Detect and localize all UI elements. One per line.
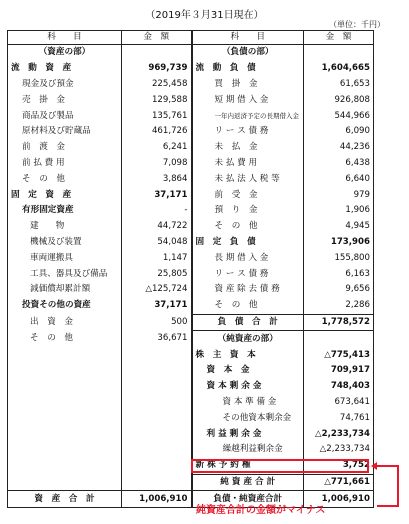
tangible-fixed-assets-value: - bbox=[122, 203, 192, 219]
accounts-payable-other-value: 44,236 bbox=[304, 140, 374, 156]
table-row bbox=[8, 282, 374, 298]
table-row bbox=[8, 426, 374, 442]
other-current-assets-label: そ の 他 bbox=[8, 171, 122, 187]
deposits-received-label: 預 り 金 bbox=[192, 203, 304, 219]
table-row bbox=[8, 298, 374, 314]
vehicles-label: 車両運搬具 bbox=[8, 250, 122, 266]
unit-label: （単位：千円） bbox=[329, 20, 385, 29]
liabilities-section-label: （負債の部） bbox=[192, 45, 304, 61]
lease-obligations-fixed-value: 6,163 bbox=[304, 266, 374, 282]
income-taxes-payable-label: 未 払 法 人 税 等 bbox=[192, 171, 304, 187]
blank-cell bbox=[122, 426, 192, 442]
blank-cell bbox=[122, 395, 192, 411]
accounts-payable-value: 61,653 bbox=[304, 77, 374, 93]
receivables-value: 129,588 bbox=[122, 92, 192, 108]
capital-stock-label: 資 本 金 bbox=[192, 363, 304, 379]
merchandise-value: 135,761 bbox=[122, 108, 192, 124]
machinery-label: 機械及び装置 bbox=[8, 235, 122, 251]
shareholders-equity-label: 株 主 資 本 bbox=[192, 347, 304, 363]
stock-acquisition-rights-value: 3,752 bbox=[304, 458, 374, 474]
blank-cell bbox=[8, 395, 122, 411]
total-net-assets-label: 純 資 産 合 計 bbox=[192, 474, 304, 491]
merchandise-label: 商品及び製品 bbox=[8, 108, 122, 124]
annotation-caption: 純資産合計の金額がマイナス bbox=[196, 505, 326, 516]
capital-reserve-value: 673,641 bbox=[304, 395, 374, 411]
cash-label: 現金及び預金 bbox=[8, 77, 122, 93]
table-row bbox=[8, 235, 374, 251]
other-capital-surplus-label: その他資本剰余金 bbox=[192, 410, 304, 426]
prepaid-expenses-label: 前 払 費 用 bbox=[8, 156, 122, 172]
blank-cell bbox=[122, 458, 192, 474]
cash-value: 225,458 bbox=[122, 77, 192, 93]
capital-contributions-label: 出 資 金 bbox=[8, 314, 122, 331]
blank-cell bbox=[8, 426, 122, 442]
cell-value bbox=[304, 45, 374, 61]
table-row bbox=[8, 187, 374, 203]
income-taxes-payable-value: 6,640 bbox=[304, 171, 374, 187]
investments-other-label: 投資その他の資産 bbox=[8, 298, 122, 314]
table-row bbox=[8, 410, 374, 426]
lease-obligations-value: 6,090 bbox=[304, 124, 374, 140]
blank-cell bbox=[8, 410, 122, 426]
blank-cell bbox=[122, 363, 192, 379]
net-assets-highlight-box bbox=[191, 459, 369, 473]
vehicles-value: 1,147 bbox=[122, 250, 192, 266]
accrued-expenses-value: 6,438 bbox=[304, 156, 374, 172]
total-net-assets-value: △771,661 bbox=[304, 474, 374, 491]
balance-sheet-table bbox=[7, 30, 374, 508]
total-liabilities-net-assets-label: 負債・純資産合計 bbox=[192, 491, 304, 508]
machinery-value: 54,048 bbox=[122, 235, 192, 251]
shareholders-equity-value: △775,413 bbox=[304, 347, 374, 363]
table-row bbox=[8, 331, 374, 347]
total-liabilities-label: 負 債 合 計 bbox=[192, 314, 304, 331]
report-date: （2019年３月31日現在） bbox=[145, 10, 264, 21]
materials-label: 原材料及び貯蔵品 bbox=[8, 124, 122, 140]
col-header-item-left: 科 目 bbox=[8, 31, 122, 45]
short-term-loans-value: 926,808 bbox=[304, 92, 374, 108]
accrued-expenses-label: 未 払 費 用 bbox=[192, 156, 304, 172]
current-liabilities-label: 流 動 負 債 bbox=[192, 61, 304, 77]
short-term-loans-label: 短 期 借 入 金 bbox=[192, 92, 304, 108]
capital-surplus-label: 資 本 剰 余 金 bbox=[192, 379, 304, 395]
buildings-label: 建 物 bbox=[8, 219, 122, 235]
fixed-liabilities-label: 固 定 負 債 bbox=[192, 235, 304, 251]
table-row bbox=[8, 442, 374, 458]
fixed-assets-label: 固 定 資 産 bbox=[8, 187, 122, 203]
table-row bbox=[8, 363, 374, 379]
current-assets-label: 流 動 資 産 bbox=[8, 61, 122, 77]
blank-cell bbox=[122, 474, 192, 491]
current-portion-ltd-value: 544,966 bbox=[304, 108, 374, 124]
blank-cell bbox=[8, 379, 122, 395]
advance-payments-value: 6,241 bbox=[122, 140, 192, 156]
blank-cell bbox=[8, 458, 122, 474]
blank-cell bbox=[8, 474, 122, 491]
other-current-liabilities-label: そ の 他 bbox=[192, 219, 304, 235]
col-header-amount-right: 金 額 bbox=[304, 31, 374, 45]
table-row bbox=[8, 266, 374, 282]
long-term-loans-value: 155,800 bbox=[304, 250, 374, 266]
blank-cell bbox=[8, 347, 122, 363]
long-term-loans-label: 長 期 借 入 金 bbox=[192, 250, 304, 266]
table-row bbox=[8, 124, 374, 140]
accumulated-depreciation-label: 減価償却累計額 bbox=[8, 282, 122, 298]
table-row bbox=[8, 156, 374, 172]
table-row bbox=[8, 250, 374, 266]
blank-cell bbox=[122, 347, 192, 363]
retained-earnings-carried-value: △2,233,734 bbox=[304, 442, 374, 458]
table-row bbox=[8, 108, 374, 124]
advances-received-value: 979 bbox=[304, 187, 374, 203]
arrow-line bbox=[377, 505, 399, 507]
table-row bbox=[8, 77, 374, 93]
retained-earnings-carried-label: 繰越利益剰余金 bbox=[192, 442, 304, 458]
table-row bbox=[8, 379, 374, 395]
total-assets-label: 資 産 合 計 bbox=[8, 491, 122, 508]
asset-retirement-label: 資 産 除 去 債 務 bbox=[192, 282, 304, 298]
blank-cell bbox=[8, 363, 122, 379]
cell-value bbox=[304, 331, 374, 347]
stock-acquisition-rights-label: 新 株 予 約 権 bbox=[192, 458, 304, 474]
capital-contributions-value: 500 bbox=[122, 314, 192, 331]
other-current-liabilities-value: 4,945 bbox=[304, 219, 374, 235]
assets-section-label: （資産の部） bbox=[8, 45, 122, 61]
asset-retirement-value: 9,656 bbox=[304, 282, 374, 298]
table-header-row bbox=[8, 31, 374, 45]
advance-payments-label: 前 渡 金 bbox=[8, 140, 122, 156]
col-header-amount-left: 金 額 bbox=[122, 31, 192, 45]
investments-other-value: 37,171 bbox=[122, 298, 192, 314]
table-row bbox=[8, 219, 374, 235]
blank-cell bbox=[122, 410, 192, 426]
other-capital-surplus-value: 74,761 bbox=[304, 410, 374, 426]
net-assets-section-label: （純資産の部） bbox=[192, 331, 304, 347]
total-liabilities-net-assets-value: 1,006,910 bbox=[304, 491, 374, 508]
retained-earnings-label: 利 益 剰 余 金 bbox=[192, 426, 304, 442]
table-row bbox=[8, 45, 374, 61]
table-row bbox=[8, 395, 374, 411]
capital-reserve-label: 資 本 準 備 金 bbox=[192, 395, 304, 411]
blank-cell bbox=[122, 442, 192, 458]
other-investments-value: 36,671 bbox=[122, 331, 192, 347]
table-row bbox=[8, 171, 374, 187]
tangible-fixed-assets-label: 有形固定資産 bbox=[8, 203, 122, 219]
table-row bbox=[8, 140, 374, 156]
current-assets-value: 969,739 bbox=[122, 61, 192, 77]
advances-received-label: 前 受 金 bbox=[192, 187, 304, 203]
retained-earnings-value: △2,233,734 bbox=[304, 426, 374, 442]
capital-surplus-value: 748,403 bbox=[304, 379, 374, 395]
fixed-assets-value: 37,171 bbox=[122, 187, 192, 203]
blank-cell bbox=[8, 442, 122, 458]
buildings-value: 44,722 bbox=[122, 219, 192, 235]
accumulated-depreciation-value: △125,724 bbox=[122, 282, 192, 298]
table-row bbox=[8, 92, 374, 108]
capital-stock-value: 709,917 bbox=[304, 363, 374, 379]
blank-cell bbox=[122, 379, 192, 395]
table-row bbox=[8, 314, 374, 331]
current-liabilities-value: 1,604,665 bbox=[304, 61, 374, 77]
arrow-line bbox=[397, 465, 399, 507]
materials-value: 461,726 bbox=[122, 124, 192, 140]
total-liabilities-value: 1,778,572 bbox=[304, 314, 374, 331]
col-header-item-right: 科 目 bbox=[192, 31, 304, 45]
cell-value bbox=[122, 45, 192, 61]
table-row bbox=[8, 61, 374, 77]
accounts-payable-other-label: 未 払 金 bbox=[192, 140, 304, 156]
tools-value: 25,805 bbox=[122, 266, 192, 282]
other-fixed-liabilities-label: そ の 他 bbox=[192, 298, 304, 314]
table-row bbox=[8, 203, 374, 219]
lease-obligations-label: リ ー ス 債 務 bbox=[192, 124, 304, 140]
other-investments-label: そ の 他 bbox=[8, 331, 122, 347]
other-current-assets-value: 3,864 bbox=[122, 171, 192, 187]
other-fixed-liabilities-value: 2,286 bbox=[304, 298, 374, 314]
receivables-label: 売 掛 金 bbox=[8, 92, 122, 108]
fixed-liabilities-value: 173,906 bbox=[304, 235, 374, 251]
current-portion-ltd-label: 一年内返済予定の長期借入金 bbox=[192, 108, 304, 124]
total-assets-value: 1,006,910 bbox=[122, 491, 192, 508]
lease-obligations-fixed-label: リ ー ス 債 務 bbox=[192, 266, 304, 282]
arrow-line bbox=[377, 465, 399, 467]
deposits-received-value: 1,906 bbox=[304, 203, 374, 219]
table-row bbox=[8, 347, 374, 363]
prepaid-expenses-value: 7,098 bbox=[122, 156, 192, 172]
tools-label: 工具、器具及び備品 bbox=[8, 266, 122, 282]
table-row bbox=[8, 474, 374, 491]
accounts-payable-label: 買 掛 金 bbox=[192, 77, 304, 93]
